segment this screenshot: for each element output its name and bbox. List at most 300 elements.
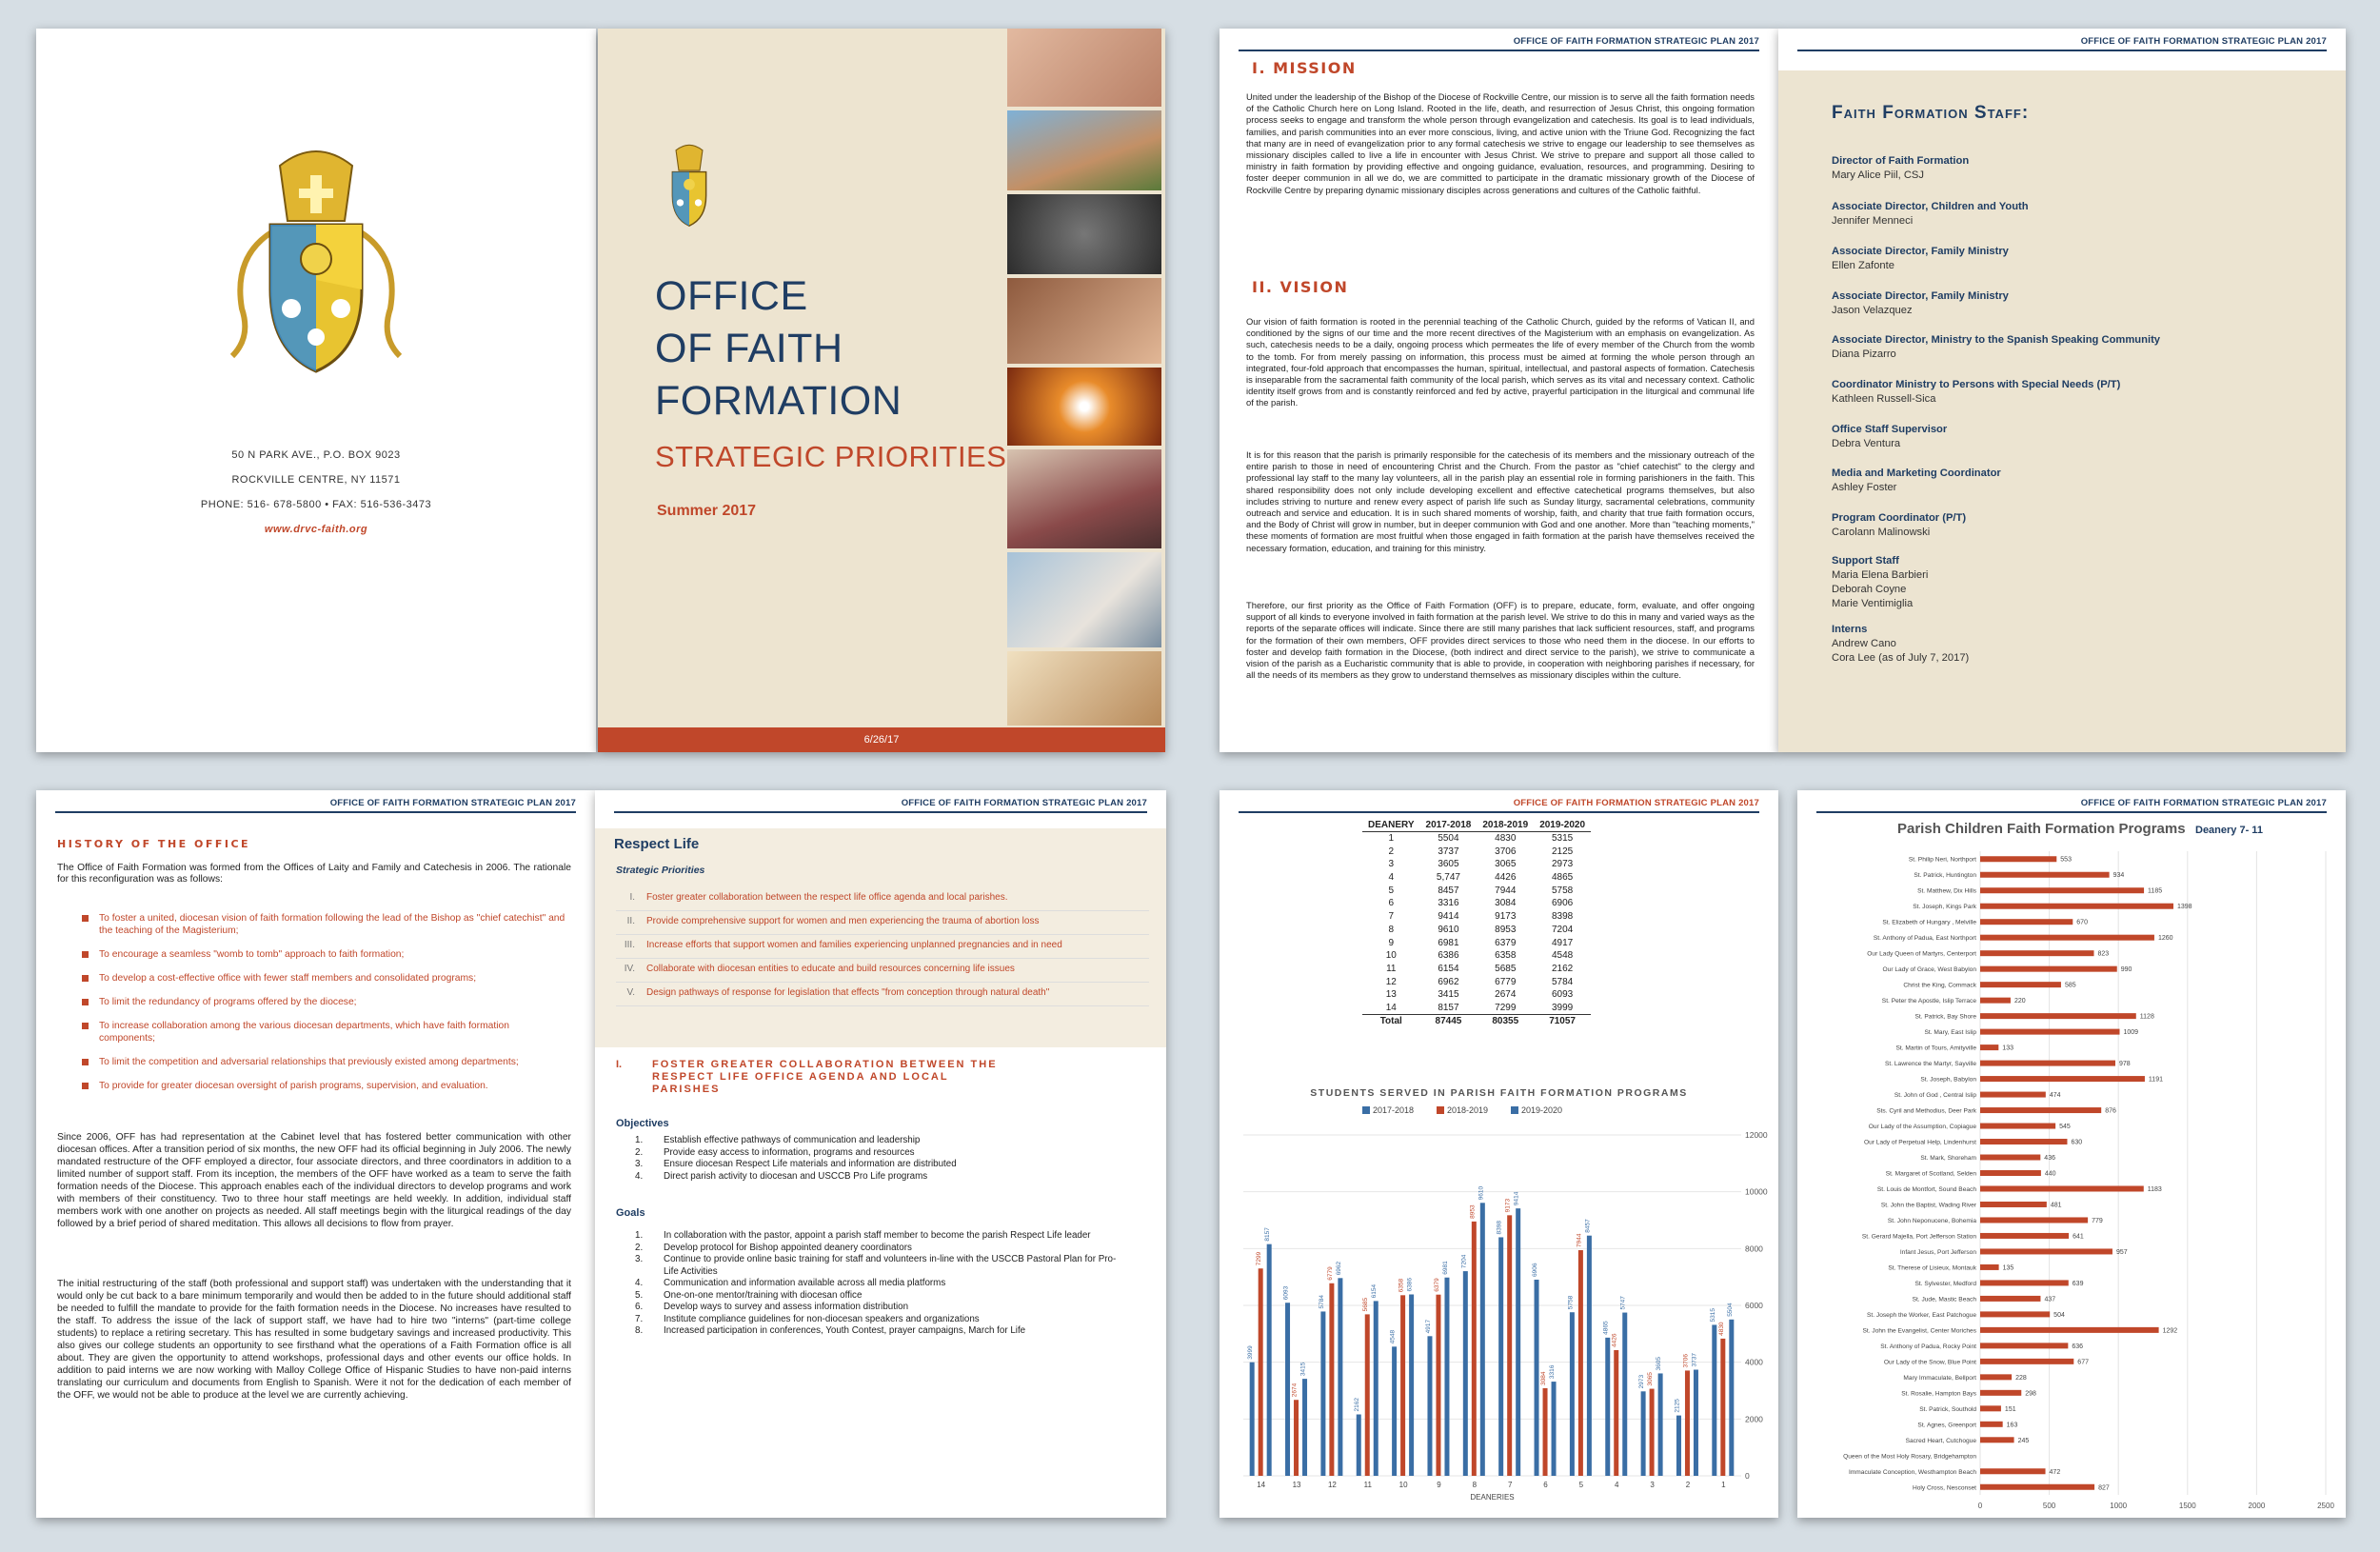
- bar: [1365, 1314, 1370, 1476]
- staff-entry: [1832, 378, 2327, 407]
- y-tick-label: 12000: [1745, 1130, 1768, 1140]
- bar: [1980, 887, 2144, 893]
- address-line: 50 N PARK AVE., P.O. BOX 9023: [231, 449, 401, 461]
- header-rule: [1797, 50, 2327, 51]
- bar-value-label: 437: [2044, 1296, 2056, 1303]
- bar-value-label: 3706: [1682, 1353, 1690, 1368]
- table-cell: 71057: [1534, 1014, 1591, 1027]
- staff-entry: [1832, 423, 2327, 451]
- table-cell: 1: [1388, 833, 1395, 845]
- category-label: Mary Immaculate, Bellport: [1903, 1374, 1976, 1382]
- table-cell: 2125: [1551, 846, 1574, 857]
- bar: [1980, 1155, 2040, 1161]
- page-header: OFFICE OF FAITH FORMATION STRATEGIC PLAN 2017: [2080, 36, 2327, 47]
- history-bullet: To increase collaboration among the various diocesan departments, which have faith formation components;: [82, 1020, 567, 1045]
- category-label: Queen of the Most Holy Rosary, Bridgehampton: [1843, 1453, 1976, 1461]
- priority-text: Collaborate with diocesan entities to educate and build resources concerning life issues: [646, 964, 1015, 974]
- priority-text: Increase efforts that support women and families experiencing unplanned pregnancies and in need: [646, 940, 1062, 950]
- cover-title: [655, 270, 902, 428]
- history-paragraph: Since 2006, OFF has had representation at the Cabinet level that has fostered better communication with other diocesan offices. After a transition period of six months, the new OFF had its official beginning in July 2006. The newly mandated restructure of the OFF employed a director, four associate directors, and three coordinators in addition to a limited number of support staff. From its inception, the members of the OFF have worked as a team to serve the faith formation needs of the Diocese. This approach enables each of the individual directors to develop programs and work with members of their constituency. Two to three hour staff meetings are held weekly. In addition, individual staff members work with one another on projects as needed. All staff meetings begin with the liturgical readings of the day followed by a brief period of shared meditation. This allows all decisions to flow from prayer.: [57, 1132, 571, 1229]
- bar-value-label: 9414: [1513, 1191, 1520, 1206]
- title-line: OF FAITH: [655, 326, 843, 371]
- history-bullet: To limit the redundancy of programs offered by the diocese;: [82, 996, 567, 1008]
- item-number: 6.: [635, 1302, 644, 1312]
- bar-value-label: 5758: [1567, 1295, 1575, 1310]
- category-label: St. Rosalie, Hampton Bays: [1901, 1390, 1976, 1398]
- staff-role: Associate Director, Ministry to the Spanish Speaking Community: [1832, 334, 2161, 346]
- staff-name: Debra Ventura: [1832, 438, 1901, 449]
- category-label: St. Elizabeth of Hungary , Melville: [1882, 919, 1976, 926]
- priority-text: Foster greater collaboration between the respect life office agenda and local parishes.: [646, 892, 1008, 903]
- table-cell: 5: [1388, 885, 1395, 896]
- title-line: OFFICE: [655, 273, 808, 319]
- hchart-title: Parish Children Faith Formation Programs: [1897, 821, 2186, 837]
- item-text: One-on-one mentor/training with diocesan office: [664, 1289, 863, 1301]
- bar: [1267, 1244, 1272, 1476]
- bar: [1980, 1029, 2120, 1035]
- priority-item: [616, 911, 1149, 935]
- bar: [1980, 1061, 2115, 1066]
- footer-date: 6/26/17: [863, 734, 900, 746]
- category-label: St. Patrick, Southold: [1919, 1405, 1976, 1413]
- bar-value-label: 6981: [1441, 1261, 1449, 1275]
- staff-name: Kathleen Russell-Sica: [1832, 393, 1936, 405]
- staff-role: Program Coordinator (P/T): [1832, 512, 1967, 524]
- bar-value-label: 4426: [1611, 1333, 1618, 1347]
- bar: [1535, 1280, 1539, 1476]
- bar: [1980, 1437, 2014, 1443]
- table-cell: 3: [1388, 859, 1395, 870]
- staff-name: Diana Pizarro: [1832, 348, 1896, 360]
- table-cell: 5758: [1551, 885, 1574, 896]
- photo-bible: [1007, 651, 1161, 726]
- category-label: St. Joseph, Kings Park: [1913, 904, 1976, 911]
- priorities-list: [616, 887, 1149, 1006]
- staff-entry: [1832, 511, 2327, 540]
- page-header: OFFICE OF FAITH FORMATION STRATEGIC PLAN 2017: [2080, 798, 2327, 808]
- x-tick-label: 2500: [2317, 1502, 2334, 1510]
- x-tick-label: 0: [1977, 1502, 1983, 1510]
- bar-value-label: 6093: [1282, 1285, 1290, 1301]
- bar: [1980, 1327, 2159, 1333]
- x-tick-label: 13: [1292, 1481, 1301, 1489]
- bar-value-label: 670: [2076, 919, 2088, 926]
- bar: [1641, 1391, 1646, 1476]
- bar-value-label: 436: [2044, 1155, 2055, 1163]
- table-row: [1362, 871, 1591, 885]
- table-cell: 4830: [1495, 833, 1517, 845]
- parish-programs-page: [1797, 790, 2346, 1518]
- header-rule: [1239, 50, 1759, 51]
- x-axis-label: DEANERIES: [1470, 1493, 1515, 1502]
- list-item: [635, 1302, 1130, 1314]
- category-label: St. Mark, Shoreham: [1920, 1155, 1976, 1163]
- bar: [1650, 1389, 1655, 1476]
- table-cell: 7944: [1495, 885, 1517, 896]
- table-cell: 7204: [1551, 924, 1574, 935]
- table-cell: 4426: [1495, 872, 1517, 884]
- x-tick-label: 7: [1507, 1481, 1513, 1489]
- bar: [1320, 1311, 1325, 1476]
- bar-value-label: 4548: [1389, 1329, 1397, 1344]
- bar: [1250, 1363, 1255, 1476]
- table-cell: 4917: [1551, 937, 1574, 948]
- table-cell: 9: [1388, 937, 1395, 948]
- bar: [1685, 1370, 1690, 1476]
- table-cell: 4548: [1551, 950, 1574, 962]
- cover-season: Summer 2017: [657, 503, 757, 519]
- bar-value-label: 6779: [1326, 1266, 1334, 1281]
- table-cell: 80355: [1477, 1014, 1534, 1027]
- category-label: St. Sylvester, Medford: [1914, 1280, 1976, 1287]
- staff-name: Maria Elena Barbieri: [1832, 569, 1929, 581]
- table-cell: 6906: [1551, 898, 1574, 909]
- bar-value-label: 220: [2013, 998, 2026, 1005]
- parish-programs-chart: [1797, 844, 2346, 1510]
- legend-swatch: [1437, 1106, 1444, 1114]
- bar: [1980, 1374, 2012, 1380]
- item-text: Develop protocol for Bishop appointed deanery coordinators: [664, 1242, 912, 1253]
- table-cell: 87445: [1420, 1014, 1478, 1027]
- item-text: Communication and information available across all media platforms: [664, 1278, 946, 1288]
- bar-value-label: 481: [2050, 1202, 2062, 1209]
- bar: [1357, 1415, 1361, 1476]
- table-cell: 3706: [1495, 846, 1517, 857]
- mission-heading: I. MISSION: [1252, 59, 1357, 77]
- table-cell: 2: [1388, 846, 1395, 857]
- bar-value-label: 636: [2072, 1343, 2084, 1350]
- staff-name: Andrew Cano: [1832, 638, 1896, 649]
- staff-role: Associate Director, Family Ministry: [1832, 246, 2009, 257]
- bar: [1980, 1233, 2069, 1239]
- staff-role: Support Staff: [1832, 555, 1899, 567]
- staff-role: Associate Director, Family Ministry: [1832, 290, 2009, 302]
- table-cell: 8: [1388, 924, 1395, 935]
- history-intro: The Office of Faith Formation was formed from the Offices of Laity and Family and Catechesis in 2006. The rationale for this reconfiguration was as follows:: [57, 863, 571, 885]
- category-label: St. Margaret of Scotland, Selden: [1885, 1170, 1976, 1178]
- website-link[interactable]: www.drvc-faith.org: [264, 524, 368, 535]
- bar-value-label: 3415: [1299, 1362, 1307, 1377]
- category-label: St. Patrick, Huntington: [1914, 872, 1976, 880]
- table-row: [1362, 975, 1591, 988]
- bar: [1294, 1400, 1299, 1476]
- staff-role: Coordinator Ministry to Persons with Special Needs (P/T): [1832, 379, 2121, 390]
- bar-value-label: 823: [2097, 950, 2110, 958]
- table-row: [1362, 949, 1591, 963]
- table-row: [1362, 936, 1591, 949]
- staff-page: [1778, 29, 2346, 752]
- bar: [1472, 1222, 1477, 1476]
- cover-back-page: [36, 29, 596, 752]
- bar-value-label: 6379: [1433, 1278, 1440, 1292]
- staff-entry: [1832, 467, 2327, 495]
- bar: [1980, 1045, 1998, 1050]
- bar: [1980, 1013, 2136, 1019]
- list-item: [635, 1171, 1149, 1184]
- legend-swatch: [1511, 1106, 1518, 1114]
- legend-swatch: [1362, 1106, 1370, 1114]
- table-cell: 3084: [1495, 898, 1517, 909]
- bar-value-label: 151: [2004, 1405, 2016, 1413]
- table-cell: 8457: [1438, 885, 1459, 896]
- bar: [1374, 1301, 1378, 1476]
- priority-item: [616, 983, 1149, 1006]
- photo-holding-hands: [1007, 278, 1161, 364]
- list-item: [635, 1290, 1130, 1303]
- vision-heading: II. VISION: [1252, 278, 1349, 296]
- x-tick-label: 5: [1578, 1481, 1584, 1489]
- header-rule: [1239, 811, 1759, 813]
- category-label: St. John the Baptist, Wading River: [1880, 1202, 1976, 1209]
- mission-vision-page: [1220, 29, 1778, 752]
- bar: [1980, 935, 2154, 941]
- list-item: [635, 1254, 1130, 1278]
- bar: [1694, 1370, 1698, 1476]
- address-line: ROCKVILLE CENTRE, NY 11571: [231, 474, 401, 486]
- photo-classroom: [1007, 552, 1161, 647]
- bar: [1980, 966, 2117, 972]
- bar: [1720, 1339, 1725, 1476]
- staff-entry: [1832, 333, 2327, 362]
- category-label: St. Peter the Apostle, Islip Terrace: [1881, 998, 1976, 1005]
- list-item: [635, 1278, 1130, 1290]
- bar-value-label: 4865: [1602, 1321, 1610, 1335]
- students-served-chart: [1220, 1101, 1778, 1510]
- table-cell: 8953: [1495, 924, 1517, 935]
- category-label: St. Patrick, Bay Shore: [1914, 1013, 1976, 1021]
- bar-value-label: 7299: [1256, 1251, 1263, 1266]
- staff-name: Marie Ventimiglia: [1832, 598, 1914, 609]
- bar-value-label: 5504: [1726, 1303, 1734, 1317]
- cover-front-page: [598, 29, 1165, 752]
- header-rule: [1816, 811, 2327, 813]
- bar-value-label: 6386: [1406, 1278, 1414, 1292]
- list-item: [635, 1243, 1130, 1255]
- section-number: I.: [616, 1059, 623, 1070]
- page-header: OFFICE OF FAITH FORMATION STRATEGIC PLAN 2017: [1513, 36, 1759, 47]
- table-cell: 9414: [1438, 911, 1459, 923]
- bar-value-label: 3084: [1540, 1371, 1548, 1385]
- section-title: FOSTER GREATER COLLABORATION BETWEEN THE RESPECT LIFE OFFICE AGENDA AND LOCAL PARISHES: [652, 1059, 998, 1095]
- item-number: 5.: [635, 1289, 644, 1301]
- staff-entry: [1832, 154, 2327, 183]
- bar-value-label: 553: [2060, 856, 2072, 864]
- bar-value-label: 5315: [1709, 1307, 1716, 1323]
- vision-paragraph: It is for this reason that the parish is primarily responsible for the catechesis of its members and the missionary outreach of the entire parish to those in need of encountering Christ and the Church. From the pastor as "chief catechist" to the clergy and professional lay staff to the many lay volunteers, all in the parish play an essential role in forming parishioners in the faith. This shared responsibility does not only include developing excellent and effective catechetical programs themselves, but also includes striving to nurture and renew every aspect of parish life such as Sunday liturgy, sacramental celebrations, community outreach and service and education. It is in such shared moments of worship, faith, and charity that true faith formation occurs, and the Body of Christ will grow in number, but in deeper communion with God and one another. More than "teaching moments," these moments of formation are most fruitful when those engaged in faith formation at the parish have themselves received the necessary formation, education, and training for this ministry.: [1246, 449, 1755, 553]
- bar: [1552, 1382, 1557, 1476]
- table-cell: 5504: [1438, 833, 1459, 845]
- bar: [1980, 856, 2056, 862]
- bar: [1980, 1107, 2101, 1113]
- table-total-row: [1362, 1014, 1591, 1027]
- bar: [1980, 1139, 2067, 1144]
- category-label: St. Therese of Lisieux, Montauk: [1888, 1264, 1976, 1272]
- bar: [1578, 1250, 1583, 1476]
- bar: [1259, 1268, 1263, 1476]
- table-cell: 3737: [1438, 846, 1459, 857]
- history-bullet: To foster a united, diocesan vision of faith formation following the lead of the Bishop as "chief catechist" and the teaching of the Magisterium;: [82, 912, 567, 937]
- bar-value-label: 1185: [2148, 887, 2163, 895]
- y-tick-label: 10000: [1745, 1186, 1768, 1197]
- bar-value-label: 3737: [1691, 1353, 1698, 1367]
- bar-value-label: 8953: [1469, 1204, 1477, 1219]
- bar-value-label: 228: [2015, 1374, 2027, 1382]
- category-label: Sacred Heart, Cutchogue: [1905, 1437, 1976, 1444]
- bar: [1980, 1311, 2050, 1317]
- history-page: [36, 790, 595, 1518]
- item-text: Increased participation in conferences, Youth Contest, prayer campaigns, March for Life: [664, 1325, 1026, 1336]
- category-label: Our Lady of the Assumption, Copiague: [1868, 1124, 1976, 1131]
- priority-text: Design pathways of response for legislation that effects "from conception through natural death": [646, 987, 1050, 998]
- bar: [1980, 1248, 2112, 1254]
- staff-name: Mary Alice Piil, CSJ: [1832, 169, 1924, 181]
- deanery-table: [1362, 819, 1591, 1027]
- table-cell: 6154: [1438, 963, 1459, 974]
- table-row: [1362, 924, 1591, 937]
- y-tick-label: 4000: [1745, 1357, 1763, 1367]
- bar: [1980, 1264, 1999, 1270]
- staff-role: Director of Faith Formation: [1832, 155, 1970, 167]
- x-tick-label: 4: [1615, 1481, 1619, 1489]
- item-number: 4.: [635, 1278, 644, 1288]
- table-cell: 6386: [1438, 950, 1459, 962]
- bar: [1980, 1359, 2073, 1364]
- staff-entry: [1832, 289, 2327, 318]
- item-text: Continue to provide online basic training for staff and volunteers in-line with the USCCB Pastoral Plan for Pro-Life Activities: [664, 1254, 1117, 1277]
- history-bullets: [82, 912, 567, 1104]
- bar: [1587, 1236, 1592, 1476]
- legend-label: 2019-2020: [1521, 1105, 1563, 1115]
- table-cell: 6962: [1438, 976, 1459, 987]
- staff-name: Jason Velazquez: [1832, 305, 1913, 316]
- bar-value-label: 7944: [1576, 1233, 1583, 1248]
- bar-value-label: 1292: [2162, 1327, 2178, 1335]
- bar: [1980, 1092, 2046, 1098]
- date-footer: [598, 727, 1165, 752]
- diocese-crest-icon: [223, 147, 409, 383]
- table-header-cell: DEANERY: [1362, 819, 1420, 832]
- table-cell: Total: [1362, 1014, 1420, 1027]
- x-tick-label: 2: [1685, 1481, 1691, 1489]
- priority-number: II.: [626, 916, 635, 926]
- table-cell: 9610: [1438, 924, 1459, 935]
- bar: [1507, 1215, 1512, 1476]
- chart-title: STUDENTS SERVED IN PARISH FAITH FORMATION PROGRAMS: [1310, 1087, 1688, 1099]
- list-item: [635, 1325, 1130, 1338]
- staff-name: Cora Lee (as of July 7, 2017): [1832, 652, 1970, 664]
- x-tick-label: 500: [2042, 1502, 2056, 1510]
- table-cell: 6358: [1495, 950, 1517, 962]
- table-header-row: [1362, 819, 1591, 832]
- table-row: [1362, 988, 1591, 1002]
- history-bullet: To limit the competition and adversarial relationships that previously existed among departments;: [82, 1056, 567, 1068]
- table-header-cell: 2019-2020: [1534, 819, 1591, 832]
- category-label: Our Lady of the Snow, Blue Point: [1883, 1359, 1976, 1366]
- table-cell: 5784: [1551, 976, 1574, 987]
- bar: [1285, 1303, 1290, 1476]
- table-row: [1362, 845, 1591, 858]
- bar-value-label: 3605: [1656, 1356, 1663, 1371]
- bar: [1516, 1208, 1520, 1476]
- x-tick-label: 12: [1327, 1481, 1337, 1489]
- bar-value-label: 6906: [1532, 1263, 1539, 1277]
- category-label: St. John Neponucene, Bohemia: [1887, 1217, 1976, 1224]
- bar: [1980, 919, 2073, 925]
- table-header-cell: 2018-2019: [1477, 819, 1534, 832]
- staff-name: Jennifer Menneci: [1832, 215, 1914, 227]
- bar-value-label: 133: [2002, 1045, 2013, 1052]
- bar-value-label: 9610: [1478, 1185, 1485, 1201]
- objectives-list: [635, 1135, 1149, 1183]
- table-row: [1362, 884, 1591, 897]
- item-text: In collaboration with the pastor, appoint a parish staff member to become the parish Respect Life leader: [664, 1230, 1091, 1241]
- list-item: [635, 1135, 1149, 1147]
- bar-value-label: 2125: [1674, 1399, 1681, 1413]
- table-cell: 6: [1388, 898, 1395, 909]
- staff-name: Carolann Malinowski: [1832, 527, 1931, 538]
- list-item: [635, 1159, 1149, 1171]
- vision-paragraph: Our vision of faith formation is rooted in the perennial teaching of the Catholic Church, guided by the reforms of Vatican II, and conditioned by the signs of our time and the more recent directives of the Magisterium with an emphasis on evangelization. As such, catechesis needs to be a daily, ongoing process which permeates the life of every member of the Church from the womb to the tomb. For from merely passing on information, this process must be aimed at forming the whole person through an integrated, four-fold approach that encompasses the human, spiritual, intellectual, and pastoral aspects of formation. Catechesis is inseparable from the sacramental faith community of the local parish, which serves as its vital and necessary context. Catholic identity itself grows from and is constantly reinforced and fed by active, prayerful participation in the liturgical and communal life of the parish.: [1246, 316, 1755, 408]
- bar-value-label: 4917: [1424, 1319, 1432, 1334]
- bar: [1498, 1237, 1503, 1476]
- table-cell: 3605: [1438, 859, 1459, 870]
- deanery-data-page: [1220, 790, 1778, 1518]
- staff-role: Associate Director, Children and Youth: [1832, 201, 2029, 212]
- x-tick-label: 6: [1543, 1481, 1548, 1489]
- table-cell: 13: [1385, 989, 1397, 1001]
- bar-value-label: 6962: [1335, 1261, 1342, 1276]
- bar-value-label: 630: [2071, 1139, 2083, 1146]
- x-tick-label: 3: [1650, 1481, 1655, 1489]
- category-label: St. Jude, Mastic Beach: [1912, 1296, 1976, 1303]
- bar-value-label: 2973: [1638, 1374, 1646, 1389]
- title-line: FORMATION: [655, 378, 902, 424]
- table-cell: 14: [1385, 1002, 1397, 1013]
- vision-paragraph: Therefore, our first priority as the Office of Faith Formation (OFF) is to prepare, educate, form, evaluate, and offer ongoing support of all kinds to everyone involved in faith formation at the parish level. We strive to do this in many and varied ways as the reports of the separate offices will indicate. Since there are still many parishes that lack sufficient resources, staff, and programs for the formation of their own members, OFF provides direct services to those who need them in the diocese. In our efforts to foster and develop faith formation in the Diocese, (both indirect and direct service to the parish), we strive to communicate a vision of the parish as a Eucharistic community that is able to provide, in cooperation with neighboring parishes if necessary, for all the needs of its members as they grow to understand themselves as missionary disciples within the culture.: [1246, 600, 1755, 681]
- table-row: [1362, 858, 1591, 871]
- bar-value-label: 298: [2025, 1390, 2036, 1398]
- photo-stained-glass-dove: [1007, 368, 1161, 446]
- bar: [1338, 1278, 1342, 1476]
- bar-value-label: 5747: [1619, 1296, 1627, 1310]
- history-heading: HISTORY OF THE OFFICE: [57, 838, 251, 850]
- y-tick-label: 6000: [1745, 1301, 1763, 1310]
- table-cell: 8157: [1438, 1002, 1459, 1013]
- category-label: Infant Jesus, Port Jefferson: [1899, 1248, 1976, 1256]
- x-tick-label: 9: [1437, 1481, 1441, 1489]
- bar-value-label: 8157: [1264, 1227, 1272, 1242]
- category-label: Our Lady of Perpetual Help, Lindenhurst: [1863, 1139, 1976, 1146]
- x-tick-label: 1: [1721, 1481, 1726, 1489]
- bar-value-label: 585: [2064, 982, 2076, 989]
- bar-value-label: 1009: [2123, 1029, 2139, 1037]
- bar: [1980, 1124, 2055, 1129]
- bar: [1980, 1343, 2068, 1348]
- category-label: St. Lawrence the Martyr, Sayville: [1884, 1061, 1976, 1068]
- item-text: Establish effective pathways of communication and leadership: [664, 1135, 921, 1145]
- bar: [1463, 1271, 1468, 1476]
- item-text: Direct parish activity to diocesan and USCCB Pro Life programs: [664, 1170, 928, 1182]
- diocese-crest-icon: [655, 141, 724, 232]
- category-label: St. Joseph, Babylon: [1920, 1076, 1976, 1084]
- bar: [1614, 1350, 1618, 1476]
- table-cell: 2162: [1551, 963, 1574, 974]
- bar: [1329, 1283, 1334, 1476]
- category-label: St. Anthony of Padua, East Northport: [1873, 935, 1976, 943]
- photo-smiling-woman: [1007, 449, 1161, 548]
- page-header: OFFICE OF FAITH FORMATION STRATEGIC PLAN 2017: [901, 798, 1147, 808]
- bar-value-label: 990: [2120, 966, 2132, 974]
